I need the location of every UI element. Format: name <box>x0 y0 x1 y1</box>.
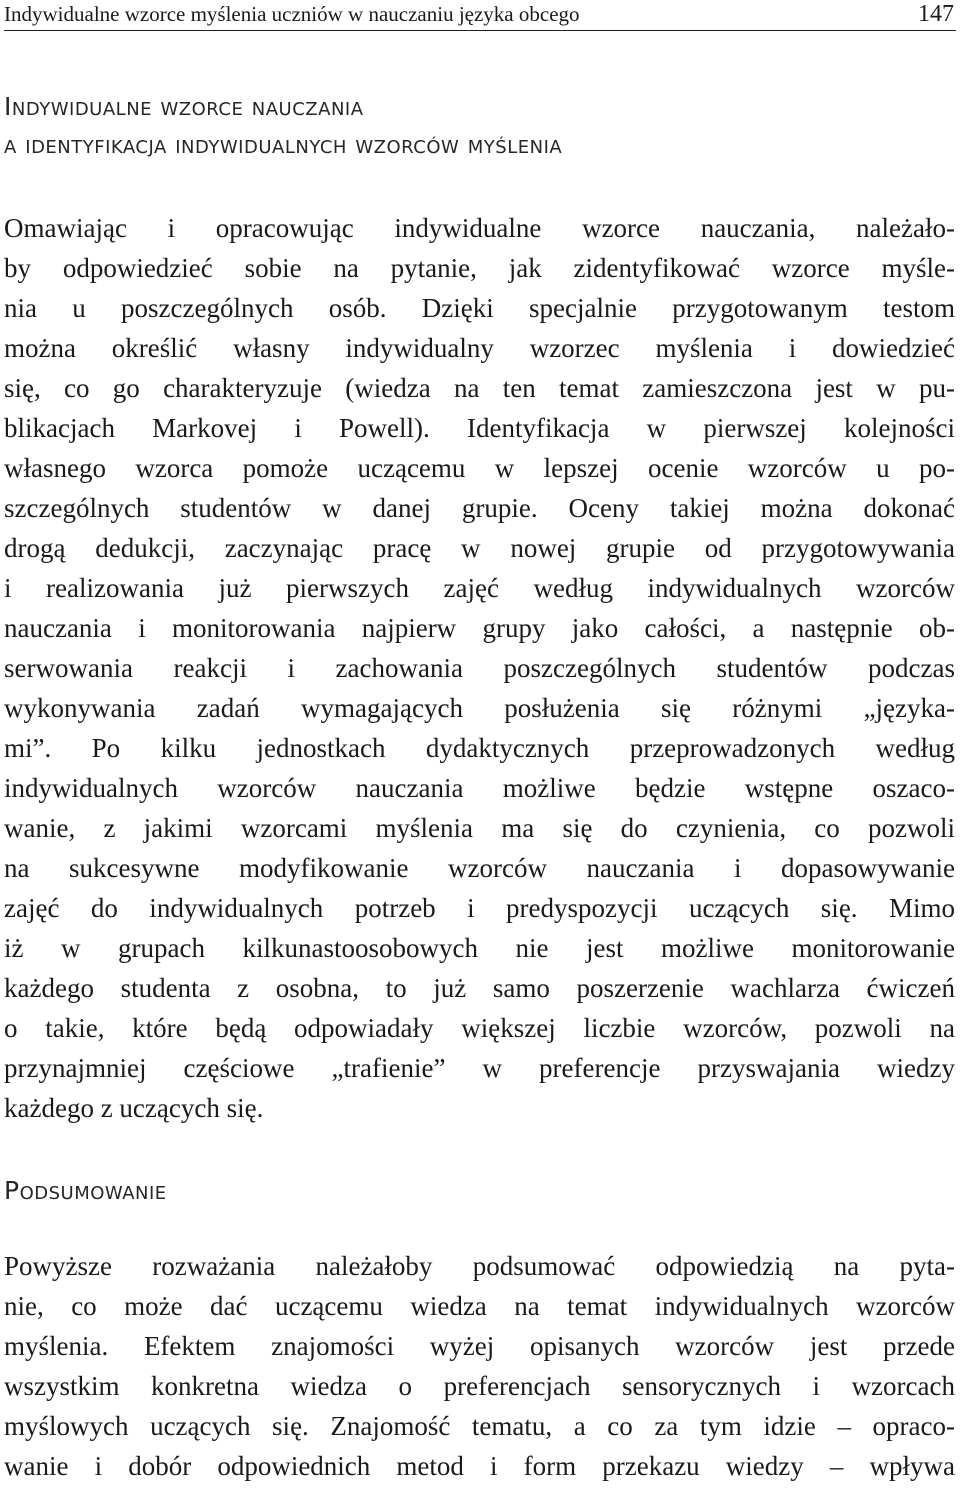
text-line: indywidualnych wzorców nauczania możliwe będzie wstępne oszaco- <box>4 773 955 803</box>
text-line: Omawiając i opracowując indywidualne wzorce nauczania, należało- <box>4 213 955 243</box>
text-line: każdego z uczących się. <box>4 1093 264 1123</box>
text-line: myślenia. Efektem znajomości wyżej opisanych wzorców jest przede <box>4 1331 955 1361</box>
paragraph-teaching-patterns <box>4 208 955 1128</box>
page-number: 147 <box>918 1 954 27</box>
heading-line: a identyfikacja indywidualnych wzorców myślenia <box>4 130 563 159</box>
text-line: na sukcesywne modyfikowanie wzorców nauczania i dopasowywanie <box>4 853 955 883</box>
text-line: nia u poszczególnych osób. Dzięki specjalnie przygotowanym testom <box>4 293 955 323</box>
running-header <box>4 0 956 31</box>
text-line: nauczania i monitorowania najpierw grupy jako całości, a następnie ob- <box>4 613 955 643</box>
running-title: Indywidualne wzorce myślenia uczniów w nauczaniu języka obcego <box>4 2 580 26</box>
text-line: serwowania reakcji i zachowania poszczególnych studentów podczas <box>4 653 955 683</box>
section-heading-summary <box>4 1172 167 1210</box>
text-line: każdego studenta z osobna, to już samo poszerzenie wachlarza ćwiczeń <box>4 973 955 1003</box>
text-line: szczególnych studentów w danej grupie. Oceny takiej można dokonać <box>4 493 955 523</box>
text-line: by odpowiedzieć sobie na pytanie, jak zidentyfikować wzorce myśle- <box>4 253 955 283</box>
text-line: drogą dedukcji, zaczynając pracę w nowej grupie od przygotowywania <box>4 533 955 563</box>
text-line: blikacjach Markovej i Powell). Identyfikacja w pierwszej kolejności <box>4 413 955 443</box>
text-line: wanie i dobór odpowiednich metod i form przekazu wiedzy – wpływa <box>4 1451 955 1481</box>
text-line: można określić własny indywidualny wzorzec myślenia i dowiedzieć <box>4 333 955 363</box>
text-line: o takie, które będą odpowiadały większej liczbie wzorców, pozwoli na <box>4 1013 955 1043</box>
text-line: przynajmniej częściowe „trafienie” w preferencje przyswajania wiedzy <box>4 1053 955 1083</box>
heading-line: Indywidualne wzorce nauczania <box>4 92 364 121</box>
text-line: i realizowania już pierwszych zajęć według indywidualnych wzorców <box>4 573 955 603</box>
text-line: wszystkim konkretna wiedza o preferencjach sensorycznych i wzorcach <box>4 1371 955 1401</box>
text-line: iż w grupach kilkunastoosobowych nie jest możliwe monitorowanie <box>4 933 955 963</box>
text-line: wykonywania zadań wymagających posłużenia się różnymi „języka- <box>4 693 955 723</box>
heading-line: Podsumowanie <box>4 1176 167 1205</box>
text-line: myślowych uczących się. Znajomość tematu, a co za tym idzie – opraco- <box>4 1411 955 1441</box>
text-line: wanie, z jakimi wzorcami myślenia ma się do czynienia, co pozwoli <box>4 813 955 843</box>
text-line: się, co go charakteryzuje (wiedza na ten temat zamieszczona jest w pu- <box>4 373 955 403</box>
section-heading-teaching-patterns <box>4 88 562 164</box>
text-line: własnego wzorca pomoże uczącemu w lepszej ocenie wzorców u po- <box>4 453 955 483</box>
text-line: nie, co może dać uczącemu wiedza na temat indywidualnych wzorców <box>4 1291 955 1321</box>
text-line: zajęć do indywidualnych potrzeb i predyspozycji uczących się. Mimo <box>4 893 955 923</box>
paragraph-summary <box>4 1246 955 1486</box>
text-line: Powyższe rozważania należałoby podsumować odpowiedzią na pyta- <box>4 1251 955 1281</box>
text-line: mi”. Po kilku jednostkach dydaktycznych przeprowadzonych według <box>4 733 955 763</box>
